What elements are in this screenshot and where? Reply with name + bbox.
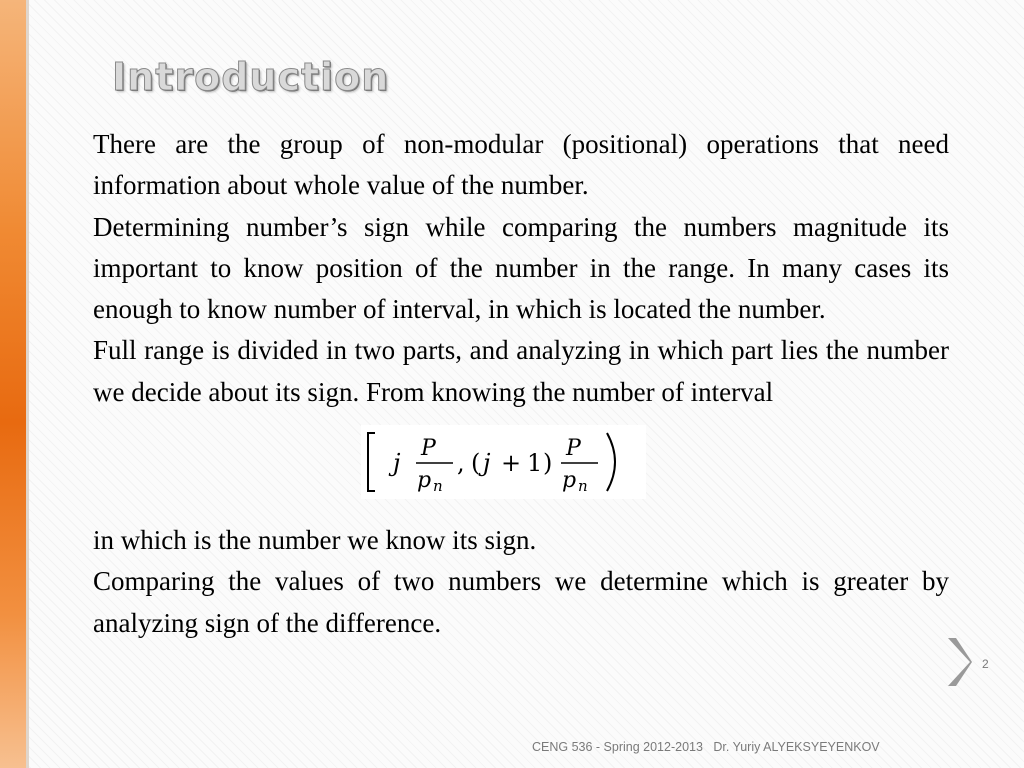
formula-j: j	[393, 449, 401, 478]
formula-j-2: j	[483, 449, 491, 478]
formula-close-paren: )	[543, 449, 553, 478]
interval-formula	[93, 413, 949, 520]
paragraph-4: in which is the number we know its sign.	[93, 525, 537, 556]
formula-n-subscript-1: n	[433, 477, 443, 496]
formula-image	[361, 425, 646, 499]
formula-p-denominator-1: p	[417, 468, 432, 494]
paragraph-2: Determining number’s sign while comparing the numbers magnitude its important to know position of the number in the range. In many cases its enough to know number of interval, in which is located the number.	[93, 211, 949, 325]
formula-P-numerator-1: P	[421, 436, 436, 462]
slide-footer: CENG 536 - Spring 2012-2013 Dr. Yuriy ALYEKSYEYENKOV	[532, 740, 880, 754]
formula-p-denominator-2: p	[562, 468, 577, 494]
accent-sidebar	[0, 0, 26, 768]
paragraph-3: Full range is divided in two parts, and analyzing in which part lies the number we decide about its sign. From knowing the number of interval	[93, 335, 949, 407]
formula-one: 1	[527, 449, 543, 478]
paragraph-5: Comparing the values of two numbers we determine which is greater by analyzing sign of the difference.	[93, 566, 949, 638]
formula-P-numerator-2: P	[566, 436, 581, 462]
chevron-right-icon[interactable]	[944, 636, 974, 688]
formula-svg	[361, 425, 646, 499]
paragraph-1: There are the group of non-modular (positional) operations that need information about whole value of the number.	[93, 129, 949, 201]
slide-title: Introduction	[112, 55, 390, 99]
slide-body	[93, 124, 949, 644]
formula-right-paren	[607, 433, 615, 491]
accent-sidebar-edge	[26, 0, 29, 768]
formula-open-paren: (	[471, 449, 481, 478]
formula-comma: ,	[457, 449, 465, 478]
formula-plus: +	[501, 449, 522, 478]
page-number: 2	[982, 657, 989, 671]
formula-left-bracket	[368, 433, 375, 491]
formula-n-subscript-2: n	[578, 477, 588, 496]
